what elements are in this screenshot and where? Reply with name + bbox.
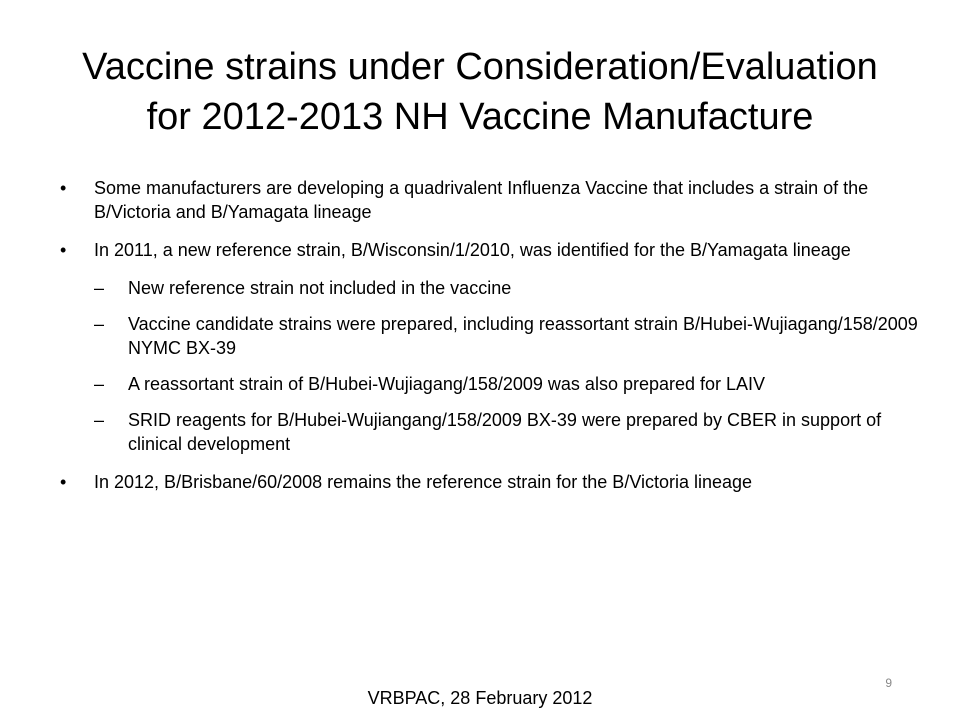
sub-bullet-item [94,408,920,456]
slide-title-line-1: Vaccine strains under Consideration/Evaluation [82,46,878,88]
bullet-icon: • [60,178,67,198]
dash-icon: – [94,374,105,394]
slide-title [40,42,920,142]
bullet-text: Some manufacturers are developing a quadrivalent Influenza Vaccine that includes a strain of the B/Victoria and B/Yamagata lineage [94,178,869,222]
dash-icon: – [94,278,105,298]
sub-bullet-text: Vaccine candidate strains were prepared, including reassortant strain B/Hubei-Wujiagang/158/2009 NYMC BX-39 [128,314,918,358]
bullet-text: In 2012, B/Brisbane/60/2008 remains the reference strain for the B/Victoria lineage [94,472,753,492]
bullet-icon: • [60,472,67,492]
dash-icon: – [94,314,105,334]
bullet-list [60,176,920,508]
sub-bullet-item [94,312,920,360]
sub-bullet-text: A reassortant strain of B/Hubei-Wujiagang/158/2009 was also prepared for LAIV [128,374,766,394]
slide-footer: VRBPAC, 28 February 2012 [367,688,593,708]
sub-bullet-item [94,276,920,300]
sub-bullet-list [94,276,920,456]
dash-icon: – [94,410,105,430]
sub-bullet-text: New reference strain not included in the vaccine [128,278,512,298]
bullet-item [60,470,920,494]
bullet-icon: • [60,240,67,260]
sub-bullet-item [94,372,920,396]
sub-bullet-text: SRID reagents for B/Hubei-Wujiangang/158/2009 BX-39 were prepared by CBER in support of clinical development [128,410,882,454]
bullet-text: In 2011, a new reference strain, B/Wisconsin/1/2010, was identified for the B/Yamagata lineage [94,240,851,260]
bullet-item [60,238,920,456]
slide-title-line-2: for 2012-2013 NH Vaccine Manufacture [146,96,814,138]
bullet-item [60,176,920,224]
page-number: 9 [885,676,892,690]
